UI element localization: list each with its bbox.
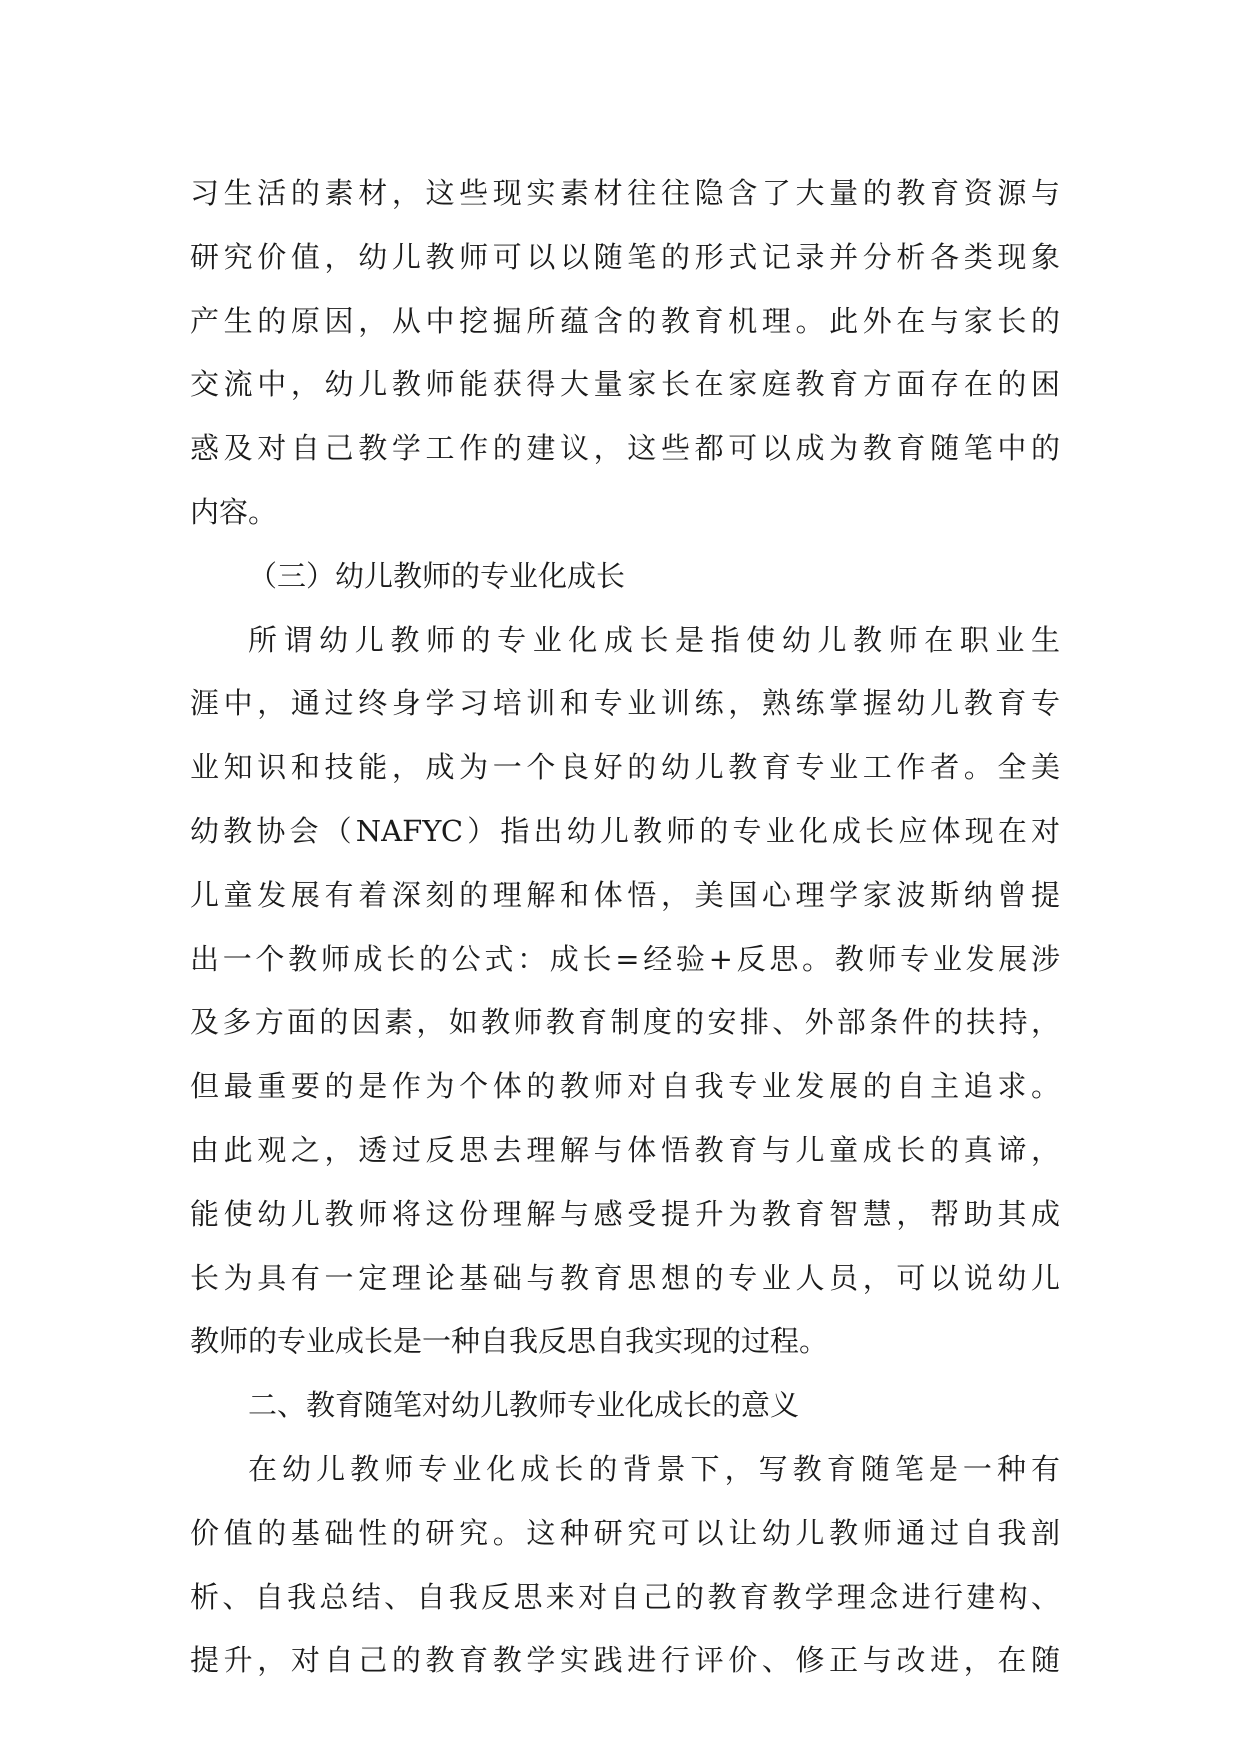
text-line: 由此观之，透过反思去理解与体悟教育与儿童成长的真谛， (190, 1132, 1060, 1167)
document-body (190, 162, 1060, 1693)
text-line: 内容。 (190, 494, 278, 529)
text-line: 析、自我总结、自我反思来对自己的教育教学理念进行建构、 (190, 1579, 1060, 1614)
text-line: 能使幼儿教师将这份理解与感受提升为教育智慧，帮助其成 (190, 1196, 1060, 1231)
text-line: 提升，对自己的教育教学实践进行评价、修正与改进，在随 (190, 1643, 1060, 1678)
text-line: 但最重要的是作为个体的教师对自我专业发展的自主追求。 (190, 1069, 1060, 1104)
text-line: 交流中，幼儿教师能获得大量家长在家庭教育方面存在的困 (190, 367, 1060, 402)
text-line: 幼教协会（NAFYC）指出幼儿教师的专业化成长应体现在对 (190, 813, 1060, 848)
text-line: 及多方面的因素，如教师教育制度的安排、外部条件的扶持， (190, 1005, 1060, 1040)
text-line: 在幼儿教师专业化成长的背景下，写教育随笔是一种有 (248, 1451, 1060, 1486)
text-line: 业知识和技能，成为一个良好的幼儿教育专业工作者。全美 (190, 750, 1060, 785)
text-line: 产生的原因，从中挖掘所蕴含的教育机理。此外在与家长的 (190, 303, 1060, 338)
text-line: 价值的基础性的研究。这种研究可以让幼儿教师通过自我剖 (190, 1515, 1060, 1550)
text-line: 习生活的素材，这些现实素材往往隐含了大量的教育资源与 (190, 176, 1060, 210)
section-heading: 二、教育随笔对幼儿教师专业化成长的意义 (248, 1388, 800, 1423)
text-line: 涯中，通过终身学习培训和专业训练，熟练掌握幼儿教育专 (190, 686, 1060, 721)
text-line: 研究价值，幼儿教师可以以随笔的形式记录并分析各类现象 (190, 239, 1060, 274)
text-line: 长为具有一定理论基础与教育思想的专业人员，可以说幼儿 (190, 1260, 1060, 1295)
text-line: 教师的专业成长是一种自我反思自我实现的过程。 (190, 1324, 829, 1359)
text-line: 出一个教师成长的公式：成长=经验+反思。教师专业发展涉 (190, 941, 1060, 976)
section-heading: （三）幼儿教师的专业化成长 (248, 558, 626, 593)
text-line: 惑及对自己教学工作的建议，这些都可以成为教育随笔中的 (190, 431, 1060, 466)
text-line: 儿童发展有着深刻的理解和体悟，美国心理学家波斯纳曾提 (190, 877, 1060, 912)
text-line: 所谓幼儿教师的专业化成长是指使幼儿教师在职业生 (248, 622, 1060, 657)
